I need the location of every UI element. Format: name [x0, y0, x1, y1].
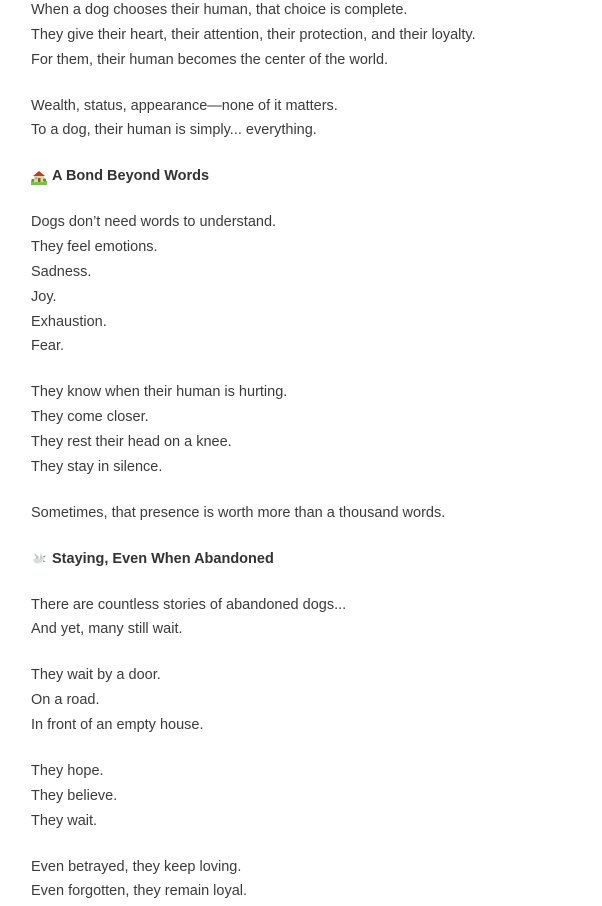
- text-line: Sometimes, that presence is worth more than a thousand words.: [31, 504, 446, 521]
- house-garden-icon: [31, 169, 47, 185]
- text-line: In front of an empty house.: [31, 717, 204, 734]
- section-heading: [31, 164, 591, 189]
- text-line: They come closer.: [31, 409, 149, 426]
- text-line: There are countless stories of abandoned dogs...: [31, 596, 347, 613]
- text-line: They hope.: [31, 763, 104, 780]
- paragraph: [31, 210, 591, 359]
- section-heading-text: A Bond Beyond Words: [52, 168, 210, 185]
- text-line: Even betrayed, they keep loving.: [31, 858, 242, 875]
- text-line: On a road.: [31, 692, 100, 709]
- text-line: They feel emotions.: [31, 239, 158, 256]
- dove-icon: [31, 551, 47, 567]
- text-line: When a dog chooses their human, that choice is complete.: [31, 2, 408, 18]
- text-line: They know when their human is hurting.: [31, 384, 288, 401]
- paragraph: [31, 759, 591, 833]
- paragraph: [31, 855, 591, 905]
- text-line: Fear.: [31, 338, 65, 355]
- text-line: They give their heart, their attention, their protection, and their loyalty.: [31, 26, 476, 43]
- paragraph: [31, 94, 591, 144]
- text-line: For them, their human becomes the center of the world.: [31, 51, 389, 68]
- paragraph: [31, 380, 591, 479]
- text-line: They wait by a door.: [31, 667, 161, 684]
- text-line: Sadness.: [31, 263, 92, 280]
- text-line: Dogs don’t need words to understand.: [31, 214, 277, 231]
- paragraph: [31, 0, 591, 72]
- text-line: Joy.: [31, 288, 57, 305]
- paragraph: [31, 593, 591, 643]
- text-line: Wealth, status, appearance—none of it matters.: [31, 97, 338, 114]
- text-line: Exhaustion.: [31, 313, 107, 330]
- text-line: They wait.: [31, 812, 98, 829]
- text-line: To a dog, their human is simply... everything.: [31, 122, 317, 139]
- text-line: They stay in silence.: [31, 458, 163, 475]
- text-line: And yet, many still wait.: [31, 621, 183, 638]
- section-heading: [31, 547, 591, 572]
- paragraph: [31, 501, 591, 526]
- text-line: Even forgotten, they remain loyal.: [31, 883, 248, 900]
- section-heading-text: Staying, Even When Abandoned: [52, 550, 274, 567]
- text-line: They rest their head on a knee.: [31, 433, 232, 450]
- text-line: They believe.: [31, 787, 118, 804]
- paragraph: [31, 663, 591, 737]
